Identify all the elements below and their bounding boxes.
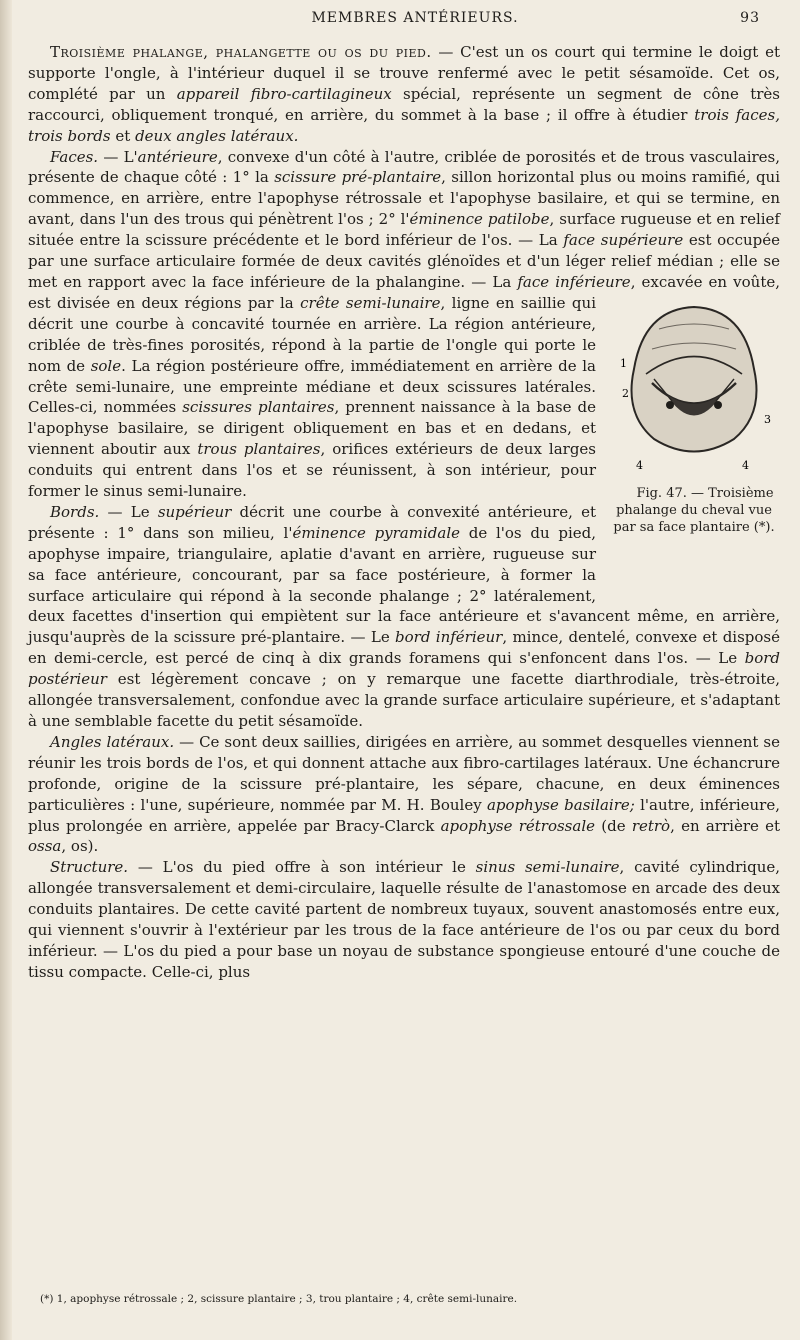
- text: — Le: [99, 502, 158, 521]
- emphasis: sole: [90, 356, 122, 375]
- figure-label: 4: [742, 458, 749, 472]
- running-header: [70, 10, 760, 36]
- figure-label: 1: [620, 356, 627, 370]
- figure-label: 3: [764, 412, 771, 426]
- text: l'autre, inférieure, plus prolongée en arrière, appelée par Bracy-Clarck: [28, 795, 780, 835]
- bords-label: Bords.: [50, 502, 100, 521]
- emphasis: face inférieure: [517, 272, 631, 291]
- text: et: [110, 126, 136, 145]
- text: décrit une courbe à convexité antérieure, et présente : 1° dans son milieu, l': [28, 502, 596, 542]
- text: — L'os du pied offre à son intérieur le: [128, 858, 476, 877]
- emphasis: sinus semi-lunaire: [475, 858, 620, 877]
- emphasis: crête semi-lunaire: [300, 293, 441, 312]
- text: , en arrière et: [670, 816, 781, 835]
- faces-label: Faces.: [50, 147, 99, 166]
- text: , excavée en voûte, est divisée en deux régions par la: [28, 272, 781, 312]
- running-title: MEMBRES ANTÉRIEURS.: [311, 10, 519, 26]
- text: , prennent naissance à la base de l'apophyse basilaire, se dirigent obliquement en bas et en dedans, et viennent aboutir aux: [28, 398, 597, 459]
- page-number: 93: [740, 10, 760, 26]
- emphasis: apophyse rétrossale: [440, 816, 596, 835]
- emphasis: apophyse basilaire;: [486, 795, 635, 814]
- text: spécial, représente un segment de cône très raccourci, obliquement tronqué, en arrière, du sommet à la base ; il offre à étudier: [28, 84, 780, 124]
- emphasis: bord postérieur: [28, 649, 780, 689]
- figure-label: 4: [636, 458, 643, 472]
- text: , sillon horizontal plus ou moins ramifié, qui commence, en arrière, entre l'apophyse rétrossale et l'apophyse basilaire, et qui se termine, en avant, dans l'un des trous qui pénètrent l'os ; 2° l': [28, 168, 781, 229]
- emphasis: retrò: [631, 816, 671, 835]
- text: , convexe d'un côté à l'autre, criblée de porosités et de trous vasculaires, présente de chaque côté : 1° la: [28, 147, 781, 187]
- emphasis: antérieure: [137, 147, 218, 166]
- emphasis: bord inférieur: [395, 628, 503, 647]
- footnote: (*) 1, apophyse rétrossale ; 2, scissure plantaire ; 3, trou plantaire ; 4, crête semi-lunaire.: [40, 1293, 518, 1305]
- emphasis: éminence patilobe: [409, 210, 550, 229]
- text: , mince, dentelé, convexe et disposé en demi-cercle, est percé de cinq à dix grands foramens qui s'enfoncent dans l'os. — Le: [28, 628, 780, 668]
- text: est occupée par une surface articulaire formée de deux cavités glénoïdes et d'un léger relief médian ; elle se met en rapport avec la face inférieure de la phalangine. — La: [28, 231, 780, 291]
- figure-label: 2: [622, 386, 629, 400]
- structure-paragraph: [28, 857, 780, 982]
- text: est légèrement concave ; on y remarque une facette diarthrodiale, très-étroite, allongée transversalement, confondue avec la grande surface articulaire supérieure, et s'adaptant à une semblable facette du petit sésamoïde.: [28, 670, 780, 730]
- text: — Ce sont deux saillies, dirigées en arrière, au sommet desquelles viennent se réunir les trois bords de l'os, et qui donnent attache aux fibro-cartilages latéraux. Une échancrure profonde, origine de la scissure pré-plantaire, les sépare, chacune, en deux éminences particulières : l'une, supérieure, nommée par M. H. Bouley: [28, 732, 780, 814]
- text: — L': [98, 147, 138, 166]
- angles-label: Angles latéraux.: [50, 732, 175, 751]
- structure-label: Structure.: [50, 858, 129, 877]
- angles-paragraph: [28, 732, 780, 857]
- text: , ligne en saillie qui décrit une courbe à concavité tournée en arrière. La région antérieure, criblée de très-fines porosités, répond à la partie de l'ongle qui porte le nom de: [28, 293, 596, 375]
- text: (de: [595, 816, 632, 835]
- emphasis: ossa: [28, 837, 62, 856]
- text: , orifices extérieurs de deux larges conduits qui entrent dans l'os et se réunissent, à son intérieur, pour former le sinus semi-lunaire.: [28, 440, 596, 501]
- text: , surface rugueuse et en relief située entre la scissure précédente et le bord inférieur de l'os. — La: [28, 210, 780, 250]
- emphasis: supérieur: [157, 502, 232, 521]
- figure-caption: Fig. 47. — Troisième phalange du cheval vue par sa face plantaire (*).: [613, 485, 775, 535]
- emphasis: deux angles latéraux.: [135, 126, 299, 145]
- text: . La région postérieure offre, immédiatement en arrière de la crête semi-lunaire, une empreinte médiane et deux scissures latérales. Celles-ci, nommées: [28, 356, 596, 417]
- emphasis: trous plantaires: [197, 440, 321, 459]
- emphasis: éminence pyramidale: [292, 523, 460, 542]
- emphasis: trois faces, trois bords: [28, 105, 780, 145]
- emphasis: face supérieure: [563, 231, 684, 250]
- emphasis: appareil fibro-cartilagineux: [176, 84, 392, 103]
- figure-47: [608, 299, 780, 585]
- text: , os).: [61, 837, 99, 856]
- page-body: [28, 42, 780, 983]
- emphasis: scissure pré-plantaire: [274, 168, 442, 187]
- section-heading: Troisième phalange, phalangette ou os du pied.: [50, 43, 432, 61]
- text: de l'os du pied, apophyse impaire, triangulaire, aplatie d'avant en arrière, rugueuse sur sa face antérieure, concourant, par sa face postérieure, à former la surface articulaire qui répond à la seconde phalange ; 2° latéralement, deux facettes d'insertion qui empiètent sur la face antérieure et s'avancent même, en arrière, jusqu'auprès de la scissure pré-plantaire. — Le: [28, 523, 780, 647]
- page-edge: [0, 0, 12, 1340]
- hoof-bone-illustration: [614, 299, 774, 479]
- text: , cavité cylindrique, allongée transversalement et demi-circulaire, laquelle résulte de l'anastomose en arcade des deux conduits plantaires. De cette cavité partent de nombreux tuyaux, souvent anastomosés entre eux, qui viennent s'ouvrir à l'extérieur par les trous de la face antérieure de l'os ou par ceux du bord inférieur. — L'os du pied a pour base un noyau de substance spongieuse entouré d'une couche de tissu compacte. Celle-ci, plus: [28, 858, 780, 981]
- intro-paragraph: [28, 42, 780, 147]
- text: — C'est un os court qui termine le doigt et supporte l'ongle, à l'intérieur duquel il se trouve renfermé avec le petit sésamoïde. Cet os, complété par un: [28, 43, 780, 103]
- emphasis: scissures plantaires: [182, 398, 335, 417]
